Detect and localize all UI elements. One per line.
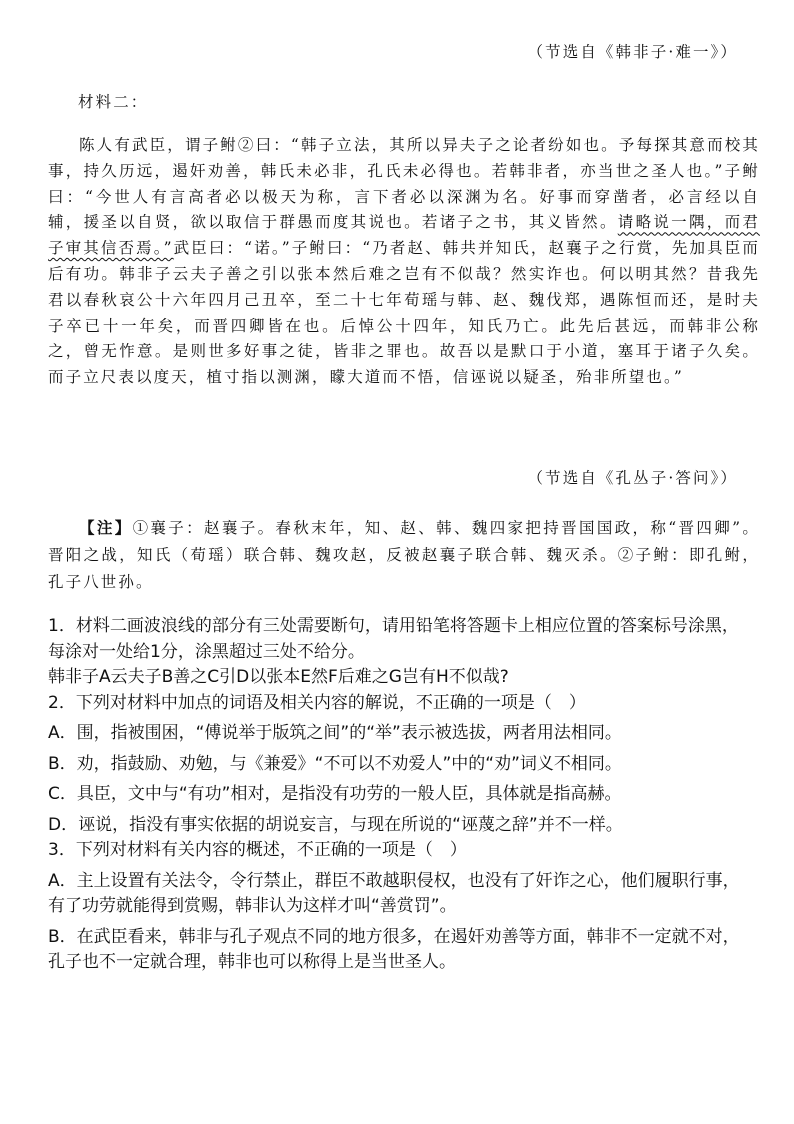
note-text: ①襄子：赵襄子。春秋末年，知、赵、韩、魏四家把持晋国国政，称“晋四卿”。晋阳之战，知氏（荀瑶）联合韩、魏攻赵，反被赵襄子联合韩、魏灭杀。②子鲋：即孔鲋，孔子八世孙。 [48,519,760,591]
material-2-heading: 材料二： [78,93,149,111]
question-2-option-a: A．围，指被围困，“傅说举于版筑之间”的“举”表示被选拔，两者用法相同。 [48,723,622,743]
question-2-option-d: D．诬说，指没有事实依据的胡说妄言，与现在所说的“诬蔑之辞”并不一样。 [48,814,623,835]
question-1: 1．材料二画波浪线的部分有三处需要断句，请用铅笔将答题卡上相应位置的答案标号涂黑，每涂对一处给1分，涂黑超过三处不给分。 [48,616,739,662]
questions-section [48,614,754,976]
source-citation-2: （节选自《孔丛子·答问》） [527,469,738,487]
annotation-note [48,514,760,596]
question-3-option-b: B．在武臣看来，韩非与孔子观点不同的地方很多，在遏奸劝善等方面，韩非不一定就不对，孔子也不一定就合理，韩非也可以称得上是当世圣人。 [48,926,740,972]
question-2: 2．下列对材料中加点的词语及相关内容的解说，不正确的一项是（ ） [48,692,586,713]
question-2-option-b: B．劝，指鼓励、劝勉，与《兼爱》“不可以不劝爱人”中的“劝”词义不相同。 [48,753,622,774]
passage-text-1: 陈人有武臣，谓子鲋②曰：“韩子立法，其所以异夫子之论者纷如也。予每探其意而校其事，持久历远，遏奸劝善，韩氏未必非，孔氏未必得也。若韩非者，亦当世之圣人也。”子鲋曰：“今世人有言高者必以极天为称，言下者必以深渊为名。好事而穿凿者，必言经以自辅，援圣以自贤，欲以取信于群愚而度其说也。若诸子之书，其义皆然。 [48,136,760,232]
question-3-option-a: A．主上设置有关法令，令行禁止，群臣不敢越职侵权，也没有了奸诈之心，他们履职行事，有了功劳就能得到赏赐，韩非认为这样才叫“善赏罚”。 [48,870,740,916]
material-2-passage [48,133,760,391]
question-1-sentence: 韩非子A云夫子B善之C引D以张本E然F后难之G岂有H不似哉? [48,667,509,687]
question-2-option-c: C．具臣，文中与“有功”相对，是指没有功劳的一般人臣，具体就是指高赫。 [48,784,622,804]
note-tag: 【注】 [79,518,133,537]
question-3: 3．下列对材料有关内容的概述，不正确的一项是（ ） [48,840,467,860]
passage-text-2: 武臣曰：“诺。”子鲋曰：“乃者赵、韩共并知氏，赵襄子之行赏，先加具臣而后有功。韩非子云夫子善之引以张本然后难之岂有不似哉？然实诈也。何以明其然？昔我先君以春秋哀公十六年四月己丑卒，至二十七年荀瑶与韩、赵、魏伐郑，遇陈恒而还，是时夫子卒已十一年矣，而晋四卿皆在也。后悼公十四年，知氏乃亡。此先后甚远，而韩非公称之，曾无怍意。是则世多好事之徒，皆非之罪也。故吾以是默口于小道，塞耳于诸子久矣。而子立尺表以度天，植寸指以测渊，矇大道而不悟，信诬说以疑圣，殆非所望也。” [48,239,760,387]
wavy-underlined-text: 请略说一隅，而君子审其信否焉。” [48,213,760,258]
source-citation-1: （节选自《韩非子·难一》） [527,43,738,61]
